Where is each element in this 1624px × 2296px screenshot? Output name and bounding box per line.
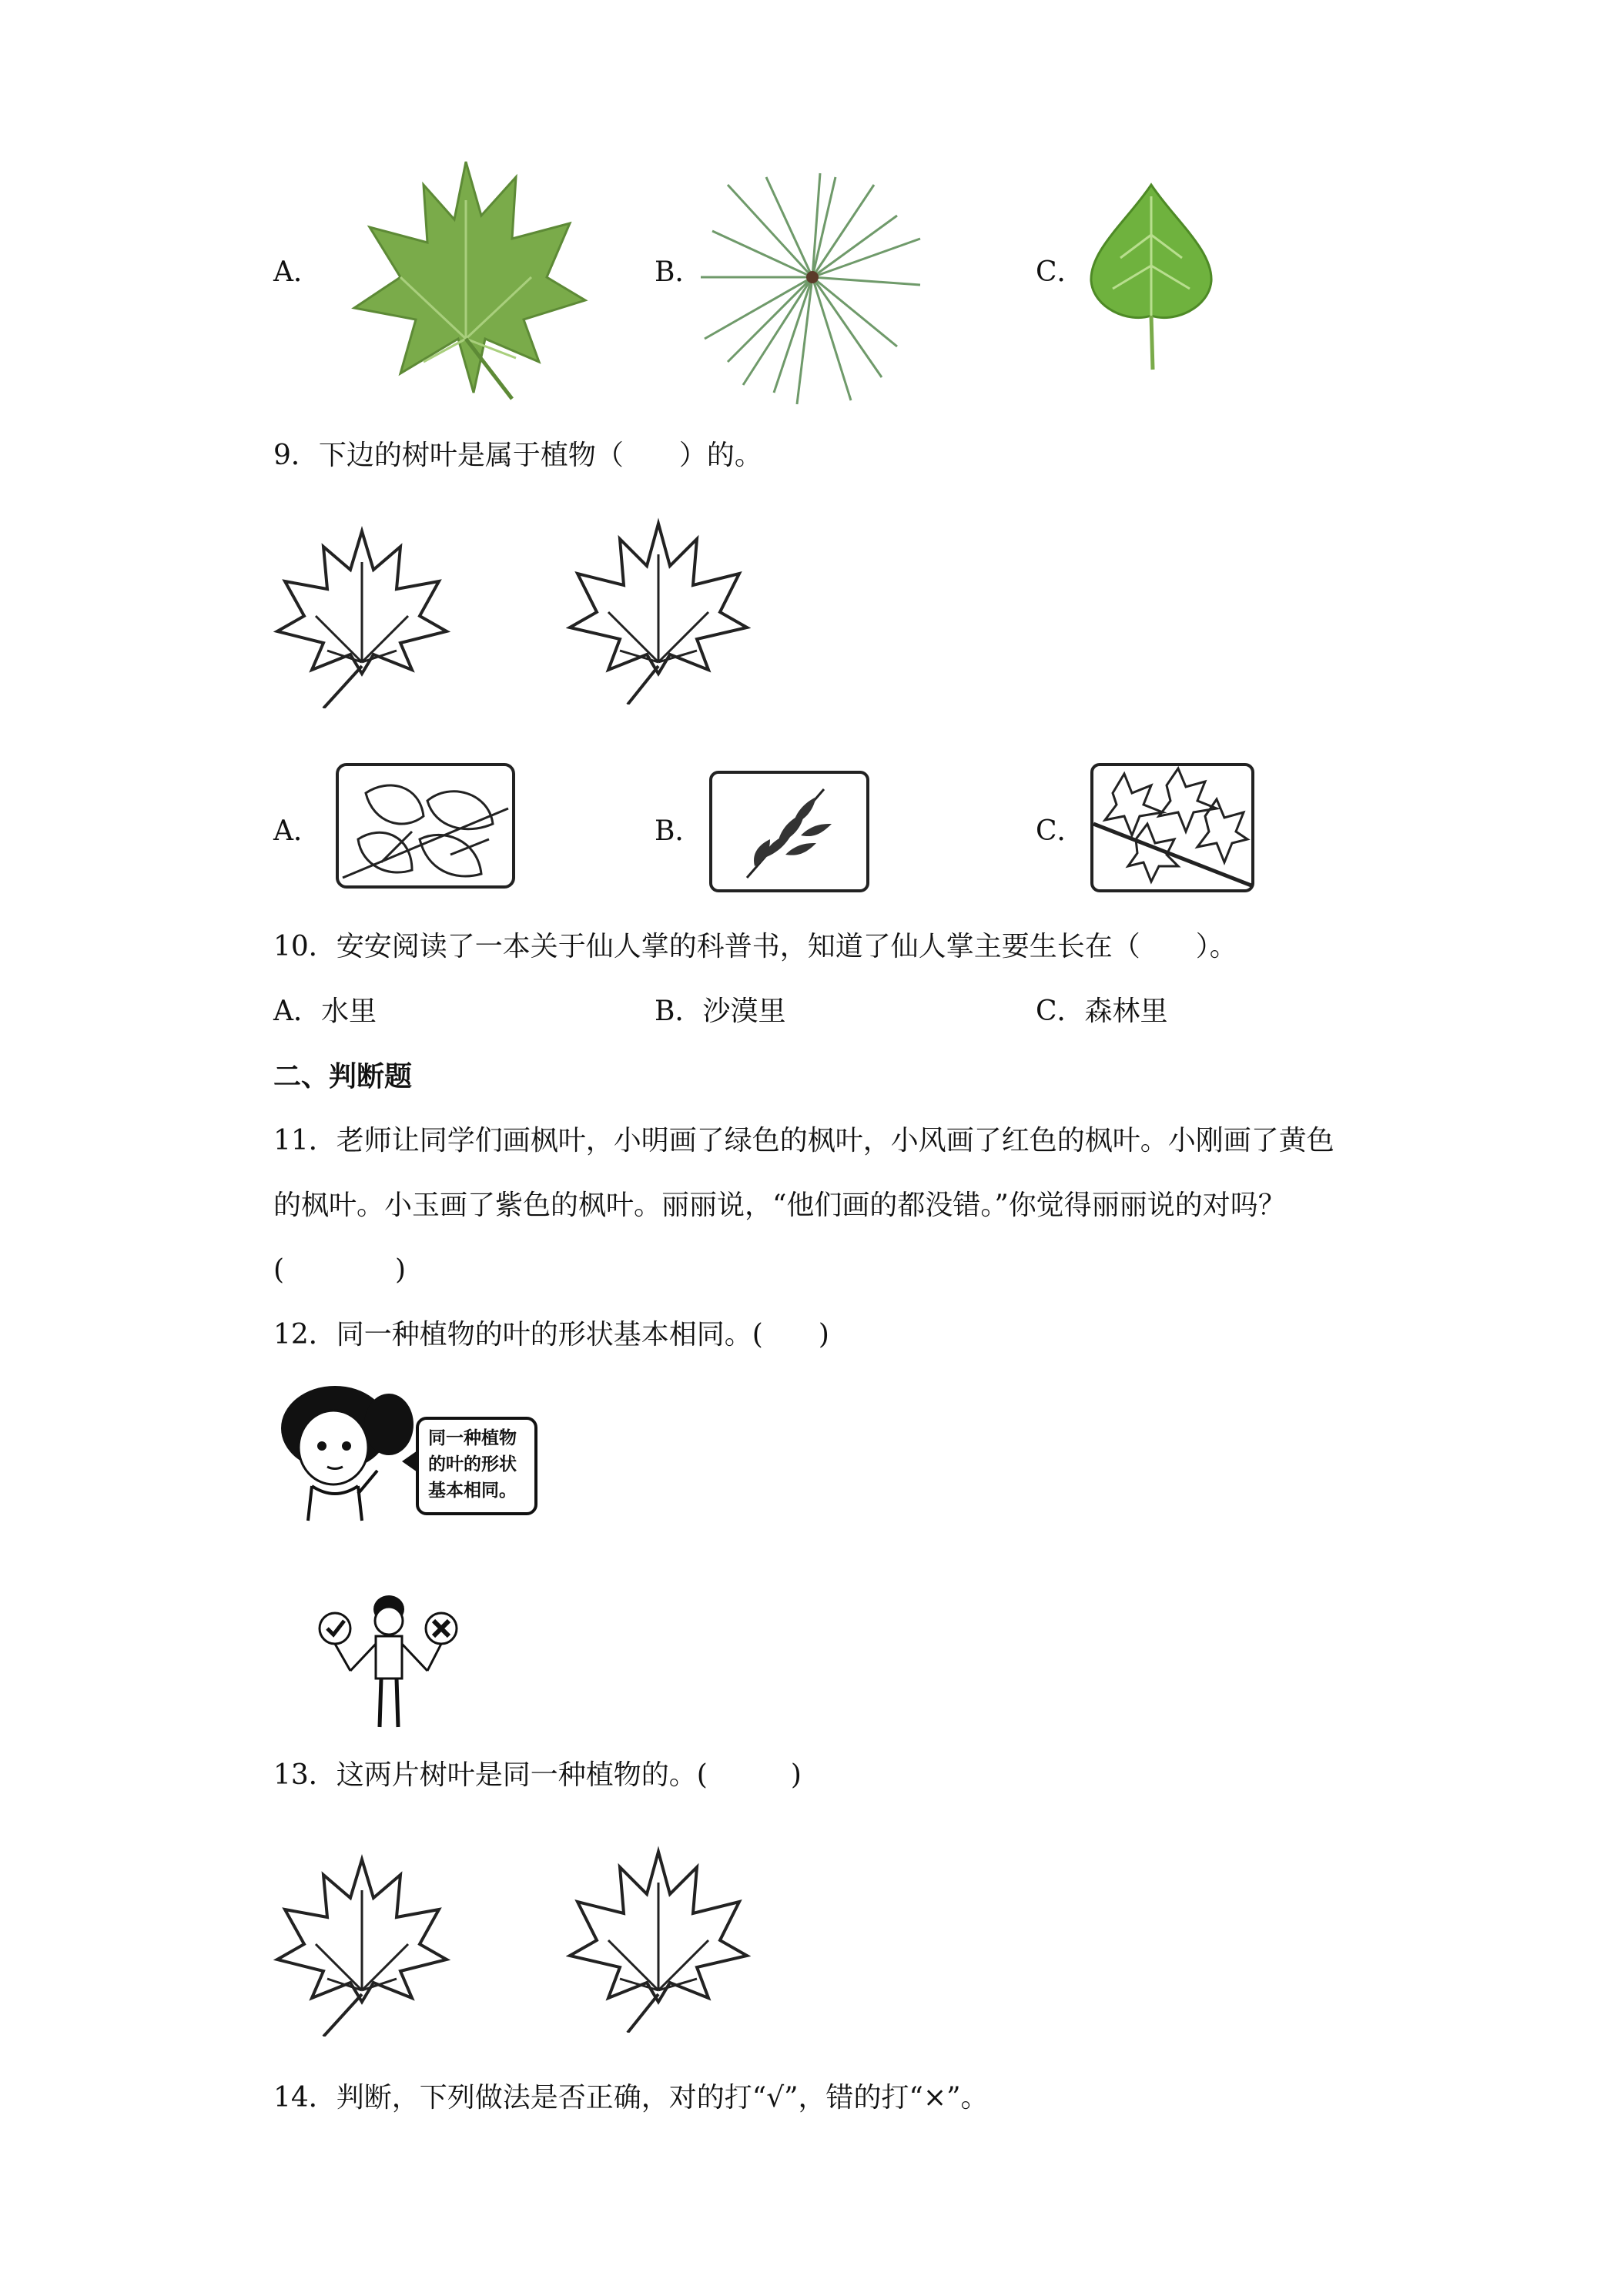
- willow-branch-drawing-icon: [708, 770, 870, 893]
- speech-bubble-line-2: 的叶的形状: [428, 1454, 517, 1474]
- section-2-title: 二、判断题: [273, 1060, 413, 1093]
- speech-bubble: [416, 1417, 537, 1515]
- boy-with-check-cross-signs-icon: [312, 1590, 466, 1732]
- q10-option-b[interactable]: B．沙漠里: [655, 996, 786, 1027]
- maple-leaf-outline-left-icon: [273, 516, 450, 708]
- question-11-line-1: 11．老师让同学们画枫叶，小明画了绿色的枫叶，小风画了红色的枫叶。小刚画了黄色: [273, 1125, 1334, 1156]
- question-9-stem: 9．下边的树叶是属于植物（ ）的。: [273, 440, 762, 471]
- birch-leaf-photo-icon: [1082, 181, 1221, 373]
- maple-leaf-outline-right-2-icon: [566, 1840, 751, 2033]
- speech-bubble-line-1: 同一种植物: [428, 1428, 517, 1448]
- q9-option-b-label[interactable]: B．: [655, 815, 703, 847]
- pine-needles-photo-icon: [697, 169, 928, 408]
- maple-leaf-outline-right-icon: [566, 512, 751, 705]
- question-13-stem: 13．这两片树叶是同一种植物的。( ): [273, 1759, 802, 1791]
- q9-option-a-label[interactable]: A．: [273, 815, 321, 847]
- maple-leaf-outline-left-2-icon: [273, 1844, 450, 2037]
- q8-option-b-label[interactable]: B．: [655, 256, 703, 288]
- question-11-answer-blank[interactable]: ( ): [273, 1254, 407, 1286]
- speech-bubble-line-3: 基本相同。: [428, 1481, 517, 1501]
- speech-bubble-pointer: [402, 1451, 417, 1472]
- question-11-line-2: 的枫叶。小玉画了紫色的枫叶。丽丽说，“他们画的都没错。”你觉得丽丽说的对吗？: [273, 1190, 1286, 1221]
- question-14-stem: 14．判断，下列做法是否正确，对的打“√”，错的打“×”。: [273, 2082, 989, 2114]
- question-12-stem: 12．同一种植物的叶的形状基本相同。( ): [273, 1319, 829, 1350]
- maple-branch-drawing-icon: [1090, 762, 1255, 893]
- broadleaf-tree-drawing-icon: [335, 762, 516, 889]
- girl-cartoon-icon: [273, 1378, 420, 1525]
- q9-option-c-label[interactable]: C．: [1036, 815, 1085, 847]
- question-10-stem: 10．安安阅读了一本关于仙人掌的科普书，知道了仙人掌主要生长在（ ）。: [273, 931, 1237, 962]
- q10-option-a[interactable]: A．水里: [273, 996, 377, 1027]
- q10-option-c[interactable]: C．森林里: [1036, 996, 1168, 1027]
- maple-leaf-photo-icon: [339, 154, 593, 400]
- q8-option-a-label[interactable]: A．: [273, 256, 321, 288]
- q8-option-c-label[interactable]: C．: [1036, 256, 1085, 288]
